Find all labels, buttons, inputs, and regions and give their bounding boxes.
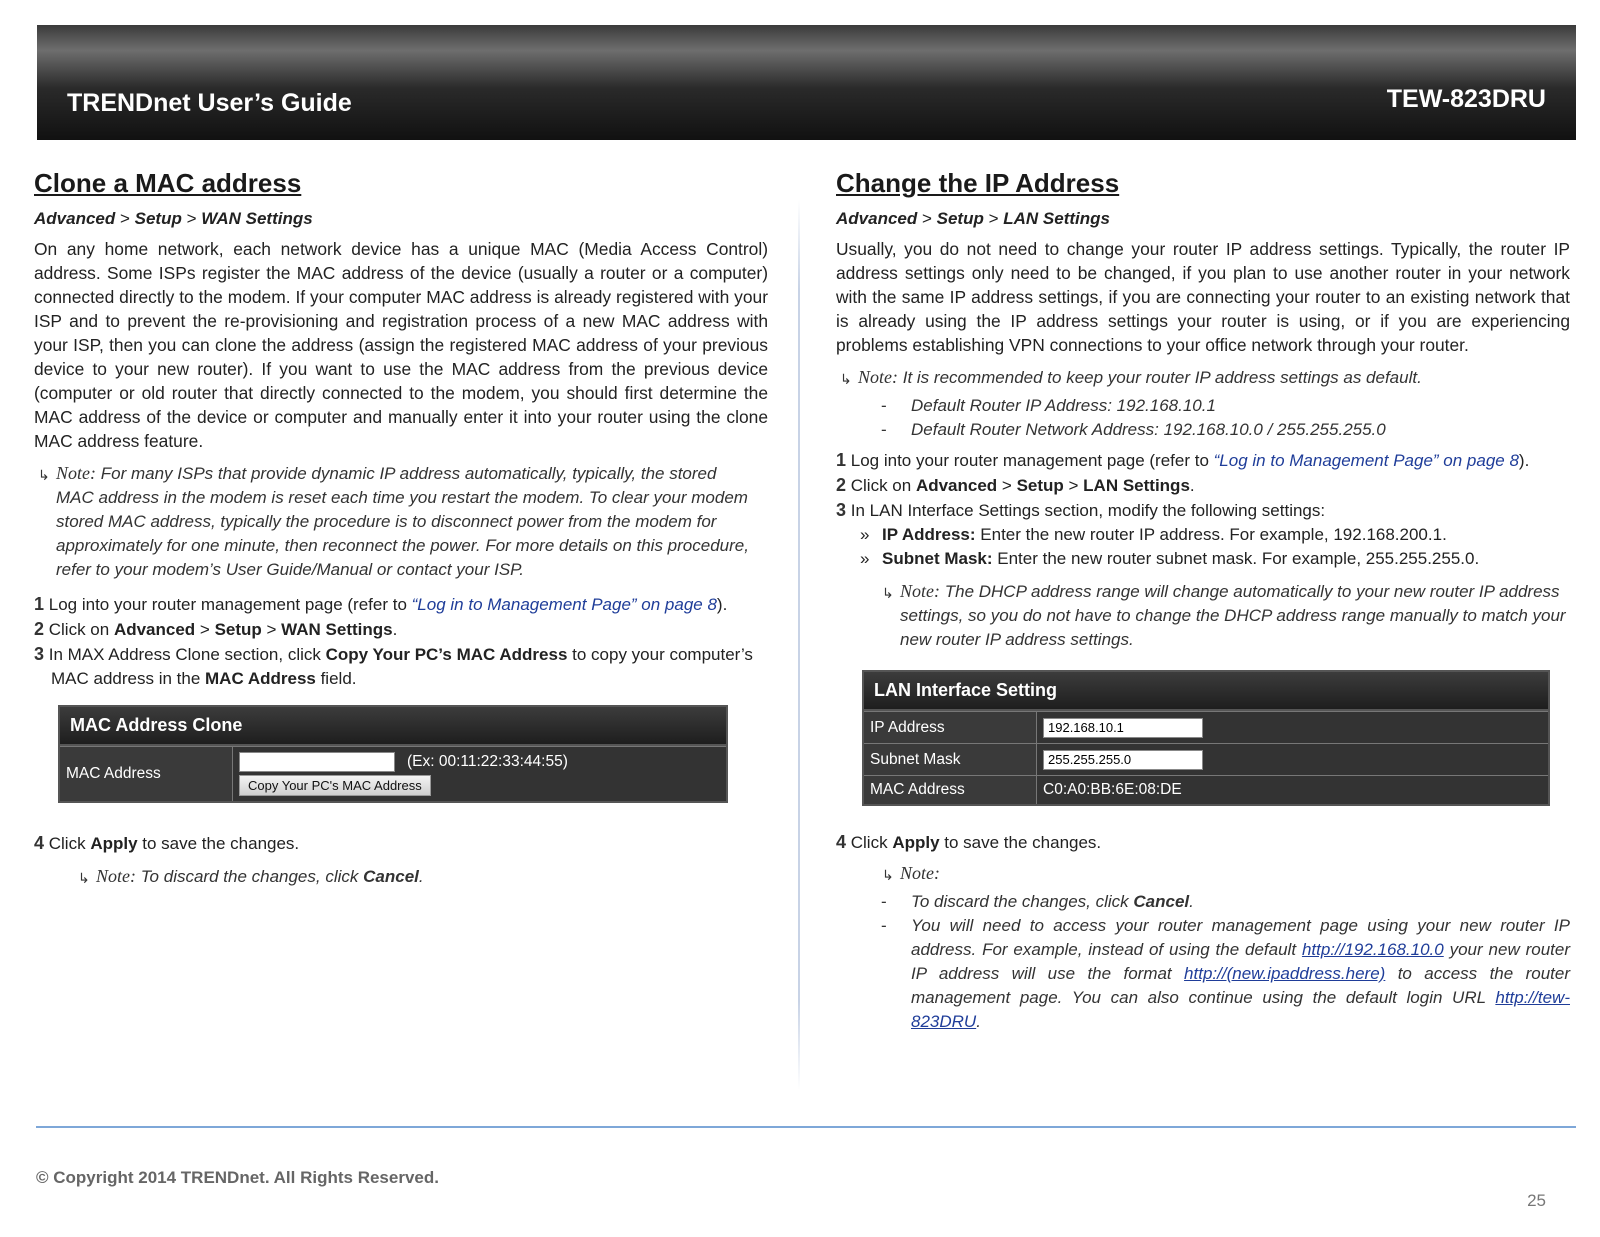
step-number: 1: [836, 450, 847, 470]
default-url-link[interactable]: http://192.168.10.0: [1301, 940, 1444, 959]
step-number: 2: [836, 475, 847, 495]
step-apply: Apply: [90, 834, 138, 853]
ip-address-row: [864, 711, 1548, 743]
step-number: 3: [836, 500, 847, 520]
step-3: [836, 498, 1570, 523]
mac-example: (Ex: 00:11:22:33:44:55): [407, 753, 568, 770]
step-text-end: .: [1189, 476, 1195, 495]
ip-address-input[interactable]: 192.168.10.1: [1043, 718, 1203, 738]
step-number: 4: [34, 833, 45, 853]
bullet-ip-address: » IP Address: Enter the new router IP address. For example, 192.168.200.1.: [860, 525, 1447, 544]
crumb-advanced: Advanced: [836, 209, 918, 228]
discard-item: - To discard the changes, click Cancel.: [881, 892, 1194, 911]
step-text: Click: [850, 833, 893, 852]
note-label: Note:: [900, 581, 940, 601]
step-text-end: .: [392, 620, 398, 639]
note-pin-icon: ↳: [840, 371, 852, 387]
step-1: [34, 592, 768, 617]
step-lan-settings: LAN Settings: [1083, 476, 1190, 495]
right-column: [836, 168, 1570, 1034]
step-text-end: field.: [315, 669, 357, 688]
column-divider: [798, 200, 800, 1090]
step-text-end: to save the changes.: [137, 834, 300, 853]
step-4: [836, 830, 1570, 855]
bullet-label: IP Address:: [882, 525, 976, 544]
note-label: Note:: [96, 866, 136, 886]
management-page-link[interactable]: “Log in to Management Page” on page 8: [411, 595, 717, 614]
note-pin-icon: ↳: [78, 870, 90, 886]
mac-address-row: [864, 775, 1548, 804]
bullet-text: Enter the new router IP address. For example, 192.168.200.1.: [975, 525, 1447, 544]
step-setup: Setup: [214, 620, 262, 639]
panel-title: LAN Interface Setting: [864, 672, 1548, 711]
step-text: Log into your router management page (refer to: [850, 451, 1214, 470]
step-wan-settings: WAN Settings: [281, 620, 393, 639]
management-page-link[interactable]: “Log in to Management Page” on page 8: [1213, 451, 1519, 470]
step-copy-mac: Copy Your PC’s MAC Address: [325, 645, 568, 664]
bullet-label: Subnet Mask:: [882, 549, 993, 568]
note-text: To discard the changes, click: [140, 867, 364, 886]
lan-interface-panel: [862, 670, 1550, 806]
new-ip-url-link[interactable]: http://(new.ipaddress.here): [1184, 964, 1386, 983]
note-text: For many ISPs that provide dynamic IP address automatically, typically, the stored MAC address in the modem is reset each time you restart the modem. To clear your modem stored MAC address, typically the procedure is to disconnect power from the modem for approximately for one minute, then reconnect the power. For more details on this procedure, refer to your modem’s User Guide/Manual or contact your ISP.: [56, 464, 749, 579]
step-2: 2 Click on Advanced > Setup > LAN Settings.: [836, 475, 1195, 495]
note-pin-icon: ↳: [882, 585, 894, 601]
default-network-item: - Default Router Network Address: 192.168.10.0 / 255.255.255.0: [881, 420, 1386, 439]
dash-text-end: .: [976, 1012, 981, 1031]
note-block-2: [836, 579, 1570, 652]
page-number: 25: [1527, 1191, 1546, 1210]
note-label: Note:: [900, 863, 940, 883]
page-header: [37, 25, 1576, 140]
mac-address-label: MAC Address: [60, 747, 233, 801]
note-text: The DHCP address range will change automatically to your new router IP address settings, so you do not have to change the DHCP address range manually to match your new router IP address settings.: [900, 582, 1566, 649]
model-number: TEW-823DRU: [1386, 85, 1546, 113]
step-text: Click on: [48, 620, 114, 639]
new-ip-item: - You will need to access your router management page using your new router IP address. For example, instead of using the default http://192.168.10.0 your new router IP address will use the format http://(new.ipaddress.here) to access the router management page. You can also continue using the default login URL http://tew-823DRU.: [881, 916, 1570, 1031]
breadcrumb: Advanced > Setup > LAN Settings: [836, 209, 1110, 228]
step-mac-address: MAC Address: [205, 669, 316, 688]
bullet-subnet-mask: » Subnet Mask: Enter the new router subnet mask. For example, 255.255.255.0.: [860, 549, 1480, 568]
dash-text: You will need to access your router management page using your new router IP address. For example, instead of using the default: [911, 916, 1570, 959]
mac-address-row: [60, 746, 726, 801]
step-text: In LAN Interface Settings section, modify the following settings:: [850, 501, 1326, 520]
step-text: Click: [48, 834, 91, 853]
step-advanced: Advanced: [915, 476, 998, 495]
step-number: 2: [34, 619, 45, 639]
step-advanced: Advanced: [113, 620, 196, 639]
footer-divider: [36, 1126, 1576, 1128]
left-column: [34, 168, 768, 889]
step-2: 2 Click on Advanced > Setup > WAN Settings.: [34, 619, 398, 639]
subnet-mask-row: [864, 743, 1548, 775]
subnet-mask-cell: [1037, 744, 1548, 775]
section-heading: Change the IP Address: [836, 168, 1120, 198]
note-block-2: [34, 864, 768, 889]
step-1: [836, 448, 1570, 473]
breadcrumb: Advanced > Setup > WAN Settings: [34, 209, 313, 228]
step-text: Click on: [850, 476, 916, 495]
intro-paragraph: Usually, you do not need to change your router IP address settings. Typically, the router IP address settings only need to be changed, if you plan to use another router in your network with the same IP address settings, if you are connecting your router to an existing network that is already using the IP address settings your router is using, or if you are experiencing problems establishing VPN connections to your office network through your router.: [836, 239, 1570, 355]
note-block-3: [836, 861, 1570, 886]
step-text: Log into your router management page (refer to: [48, 595, 412, 614]
dash-text-2: your new router IP address will use the format: [911, 940, 1570, 983]
subnet-mask-input[interactable]: 255.255.255.0: [1043, 750, 1203, 770]
crumb-advanced: Advanced: [34, 209, 116, 228]
step-3: [34, 642, 768, 691]
note-label: Note:: [858, 367, 898, 387]
dash-text-end: .: [1189, 892, 1194, 911]
default-ip-text: Default Router IP Address: 192.168.10.1: [911, 396, 1216, 415]
dash-text-3: to access the router management page. You can also continue using the default login URL: [911, 964, 1570, 1007]
copyright-notice: © Copyright 2014 TRENDnet. All Rights Reserved.: [36, 1168, 439, 1187]
step-text-mid: to copy your computer’s MAC address in the: [51, 645, 753, 688]
subnet-mask-label: Subnet Mask: [864, 744, 1037, 775]
note-block: [34, 461, 768, 582]
note-block: [836, 365, 1570, 390]
intro-paragraph: On any home network, each network device has a unique MAC (Media Access Control) address. Some ISPs register the MAC address of the device (usually a router or a computer) connected directly to the modem. If your computer MAC address is already registered with your ISP and to prevent the re-provisioning and registration process of a new MAC address with your ISP, then you can clone the address (assign the registered MAC address of your previous device to your new router). If you want to use the MAC address from the previous device (computer or old router that directly connected to the modem, you should first determine the MAC address of the device or computer and manually enter it into your router using the clone MAC address feature.: [34, 239, 768, 451]
ip-address-cell: [1037, 712, 1548, 743]
mac-clone-panel: [58, 705, 728, 803]
step-text-end: to save the changes.: [939, 833, 1102, 852]
step-setup: Setup: [1016, 476, 1064, 495]
mac-address-cell: [233, 747, 726, 801]
step-4: [34, 831, 768, 856]
ip-address-label: IP Address: [864, 712, 1037, 743]
guide-title: TRENDnet User’s Guide: [67, 89, 352, 117]
note-text: It is recommended to keep your router IP address settings as default.: [902, 368, 1422, 387]
mac-input-group: [239, 752, 568, 772]
panel-title: MAC Address Clone: [60, 707, 726, 746]
crumb-setup: Setup: [936, 209, 984, 228]
step-apply: Apply: [892, 833, 940, 852]
mac-address-value: C0:A0:BB:6E:08:DE: [1037, 776, 1548, 804]
note-text-end: .: [418, 867, 424, 886]
dash-text: To discard the changes, click: [911, 892, 1134, 911]
crumb-setup: Setup: [134, 209, 182, 228]
default-login-url-link[interactable]: http://tew-823DRU: [911, 988, 1570, 1031]
step-number: 1: [34, 594, 45, 614]
note-pin-icon: ↳: [38, 467, 50, 483]
bullet-text: Enter the new router subnet mask. For example, 255.255.255.0.: [992, 549, 1480, 568]
default-network-text: Default Router Network Address: 192.168.10.0 / 255.255.255.0: [911, 420, 1386, 439]
step-text: In MAX Address Clone section, click: [48, 645, 326, 664]
step-number: 4: [836, 832, 847, 852]
crumb-lan-settings: LAN Settings: [1003, 209, 1110, 228]
mac-address-label: MAC Address: [864, 776, 1037, 804]
section-heading: Clone a MAC address: [34, 168, 302, 198]
default-ip-item: - Default Router IP Address: 192.168.10.1: [881, 396, 1216, 415]
note-cancel: Cancel: [363, 867, 419, 886]
note-label: Note:: [56, 463, 96, 483]
copy-mac-button[interactable]: Copy Your PC's MAC Address: [239, 775, 431, 796]
dash-cancel: Cancel: [1133, 892, 1190, 911]
step-number: 3: [34, 644, 45, 664]
step-text-end: ).: [1518, 451, 1530, 470]
step-text-end: ).: [716, 595, 728, 614]
note-pin-icon: ↳: [882, 867, 894, 883]
crumb-wan-settings: WAN Settings: [201, 209, 313, 228]
mac-address-input[interactable]: [239, 752, 395, 772]
